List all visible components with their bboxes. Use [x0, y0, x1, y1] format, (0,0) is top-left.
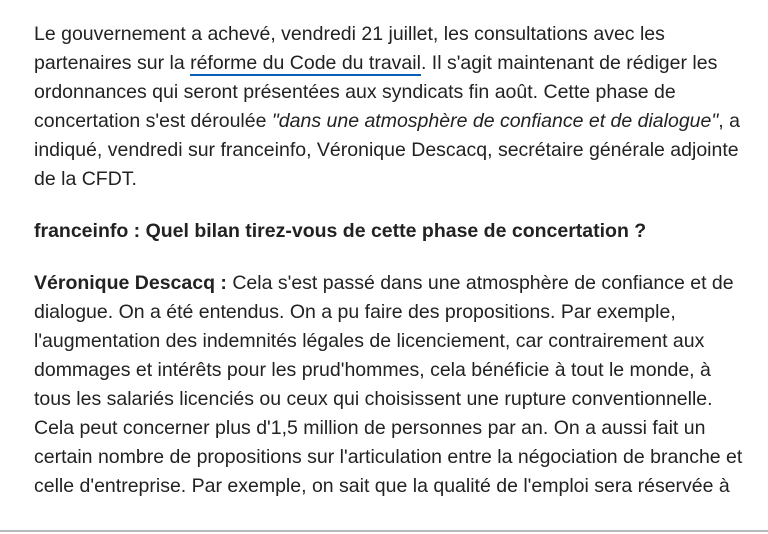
bottom-divider [0, 530, 768, 532]
article-body [34, 20, 744, 524]
intro-text-middle: . Il s'agit maintenant de rédiger les ordonnances qui seront présentées aux syndicats fin août. Cette phase de concertation s'est déroulée [34, 52, 718, 132]
intro-text-end: , a indiqué, vendredi sur franceinfo, Véronique Descacq, secrétaire générale adjointe de la CFDT. [34, 110, 740, 190]
answer-text: Cela s'est passé dans une atmosphère de confiance et de dialogue. On a été entendus. On a pu faire des propositions. Par exemple, l'augmentation des indemnités légales de licenciement, car contrairement aux dommages et intérêts pour les prud'hommes, cela bénéficie à tout le monde, à tous les salariés licenciés ou ceux qui choisissent une rupture conventionnelle. Cela peut concerner plus d'1,5 million de personnes par an. On a aussi fait un certain nombre de propositions sur l'articulation entre la négociation de branche et celle d'entreprise. Par exemple, on sait que la qualité de l'emploi sera réservée à [34, 272, 743, 497]
interview-question: franceinfo : Quel bilan tirez-vous de cette phase de concertation ? [34, 220, 647, 242]
code-du-travail-link[interactable]: réforme du Code du travail [190, 52, 421, 74]
intro-text-start: Le gouvernement a achevé, vendredi 21 juillet, les consultations avec les partenaires sur la [34, 23, 665, 74]
answer-speaker: Véronique Descacq : [34, 272, 227, 294]
intro-paragraph [34, 20, 744, 194]
intro-quote: "dans une atmosphère de confiance et de dialogue" [271, 110, 719, 132]
answer-paragraph [34, 269, 744, 501]
